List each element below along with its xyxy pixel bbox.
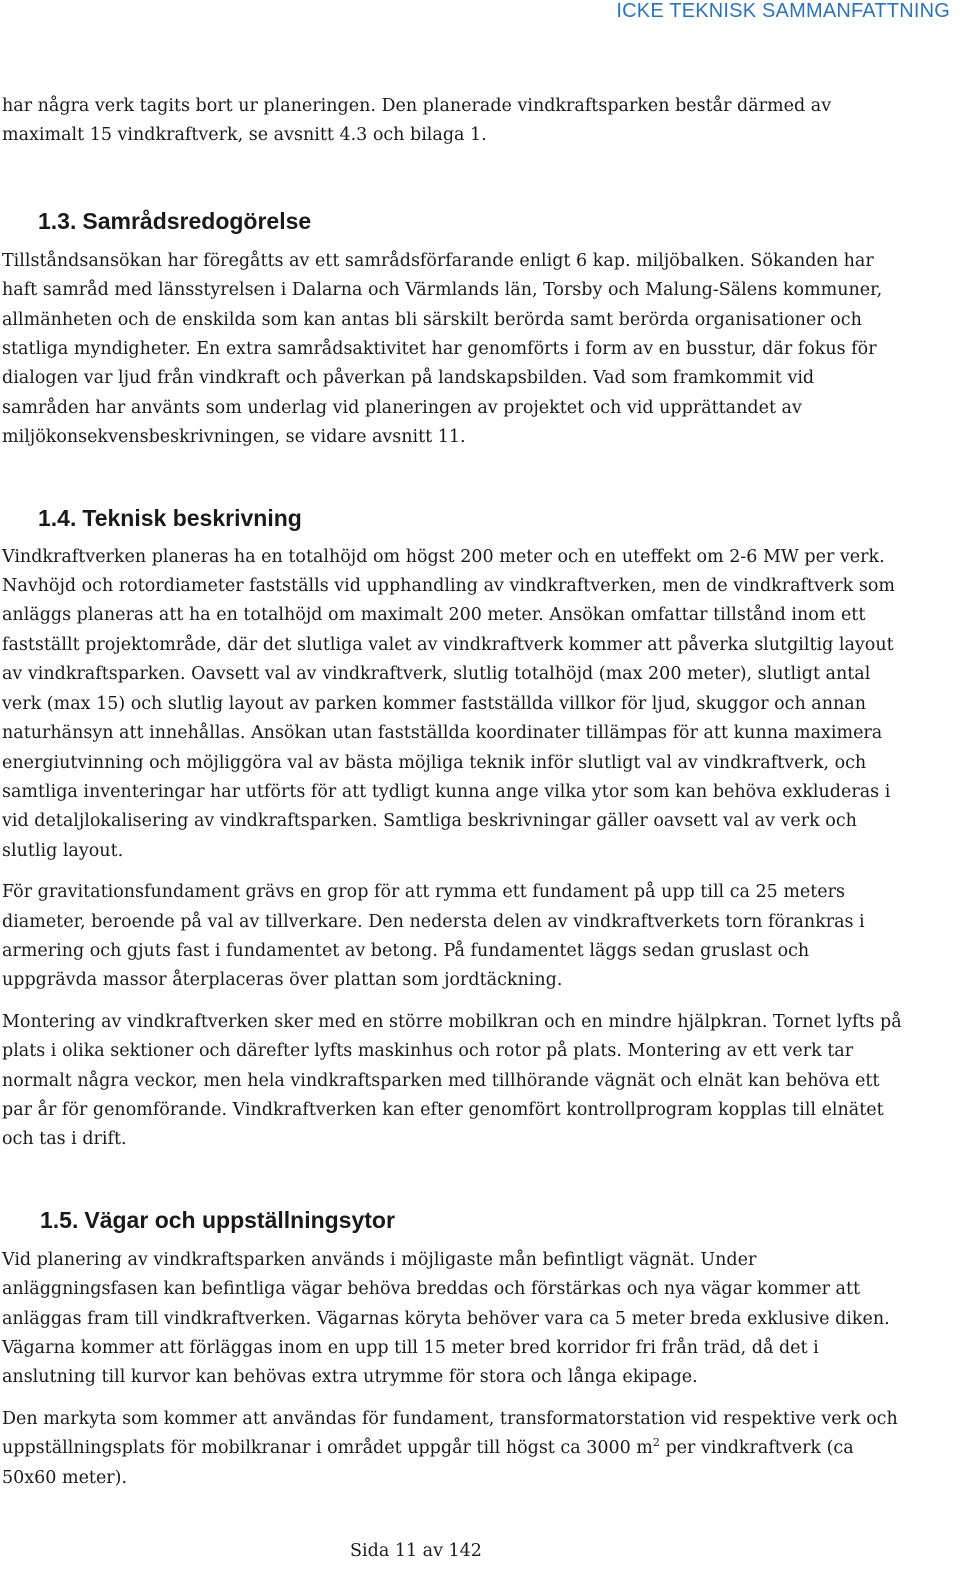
paragraph-text: per vindkraftverk (ca 50x60 meter).: [2, 1438, 854, 1488]
section-1-4-paragraph-2: För gravitationsfundament grävs en grop för att rymma ett fundament på upp till ca 25 meters diameter, beroende på val av tillverkare. Den nedersta delen av vindkraftverkets torn förankras i armering och gjuts fast i fundamentet av betong. På fundamentet läggs sedan gruslast och uppgrävda massor återplaceras över plattan som jordtäckning.: [2, 882, 865, 991]
section-1-5-paragraph-1: Vid planering av vindkraftsparken används i möjligaste mån befintligt vägnät. Under anläggningsfasen kan befintliga vägar behöva breddas och förstärkas och nya vägar kommer att anläggas fram till vindkraftverken. Vägarnas köryta behöver vara ca 5 meter breda exklusive diken. Vägarna kommer att förläggas inom en upp till 15 meter bred korridor fri från träd, då det i anslutning till kurvor kan behövas extra utrymme för stora och långa ekipage.: [2, 1249, 890, 1388]
document-header: ICKE TEKNISK SAMMANFATTNING: [616, 0, 950, 22]
page-content: [2, 92, 902, 1493]
section-title: Vägar och uppställningsytor: [84, 1206, 395, 1233]
section-heading-1-3: [38, 206, 902, 236]
section-1-4-paragraph-3: Montering av vindkraftverken sker med en större mobilkran och en mindre hjälpkran. Tornet lyfts på plats i olika sektioner och därefter lyfts maskinhus och rotor på plats. Montering av ett verk tar normalt några veckor, men hela vindkraftsparken med tillhörande vägnät och elnät kan behöva ett par år för genomförande. Vindkraftverken kan efter genomfört kontrollprogram kopplas till elnätet och tas i drift.: [2, 1011, 902, 1150]
section-title: Teknisk beskrivning: [82, 504, 302, 531]
section-number: 1.5.: [40, 1206, 79, 1233]
section-heading-1-4: [38, 503, 902, 533]
paragraph-text: Den markyta som kommer att användas för fundament, transformatorstation vid respektive verk och uppställningsplats för mobilkranar i området uppgår till högst ca 3000 m: [2, 1408, 898, 1459]
section-1-4-paragraph-1: Vindkraftverken planeras ha en totalhöjd om högst 200 meter och en uteffekt om 2-6 MW per verk. Navhöjd och rotordiameter fastställs vid upphandling av vindkraftverken, men de vindkraftverk som anläggs planeras att ha en totalhöjd om maximalt 200 meter. Ansökan omfattar tillstånd inom ett fastställt projektområde, där det slutliga valet av vindkraftverk kommer att påverka slutgiltig layout av vindkraftsparken. Oavsett val av vindkraftverk, slutlig totalhöjd (max 200 meter), slutligt antal verk (max 15) och slutlig layout av parken kommer fastställda villkor för ljud, skuggor och annan naturhänsyn att innehållas. Ansökan utan fastställda koordinater tillämpas för att kunna maximera energiutvinning och möjliggöra val av bästa möjliga teknik inför slutligt val av vindkraftverk, och samtliga inventeringar har utförts för att tydligt kunna ange vilka ytor som kan behöva exkluderas i vid detaljlokalisering av vindkraftsparken. Samtliga beskrivningar gäller oavsett val av verk och slutlig layout.: [2, 546, 895, 861]
page-number: Sida 11 av 142: [350, 1541, 482, 1561]
section-1-3-paragraph: Tillståndsansökan har föregåtts av ett samrådsförfarande enligt 6 kap. miljöbalken. Sökanden har haft samråd med länsstyrelsen i Dalarna och Värmlands län, Torsby och Malung-Sälens kommuner, allmänheten och de enskilda som kan antas bli särskilt berörda samt berörda organisationer och statliga myndigheter. En extra samrådsaktivitet har genomförts i form av en busstur, där fokus för dialogen var ljud från vindkraft och påverkan på landskapsbilden. Vad som framkommit vid samråden har använts som underlag vid planeringen av projektet och vid upprättandet av miljökonsekvensbeskrivningen, se vidare avsnitt 11.: [2, 250, 883, 448]
section-number: 1.4.: [38, 504, 77, 531]
section-1-5-paragraph-2: [2, 1405, 902, 1493]
section-title: Samrådsredogörelse: [82, 207, 312, 234]
intro-paragraph: har några verk tagits bort ur planeringen. Den planerade vindkraftsparken består därmed av maximalt 15 vindkraftverk, se avsnitt 4.3 och bilaga 1.: [2, 96, 832, 146]
section-heading-1-5: [40, 1205, 902, 1235]
section-number: 1.3.: [38, 207, 77, 234]
superscript: 2: [652, 1436, 660, 1450]
